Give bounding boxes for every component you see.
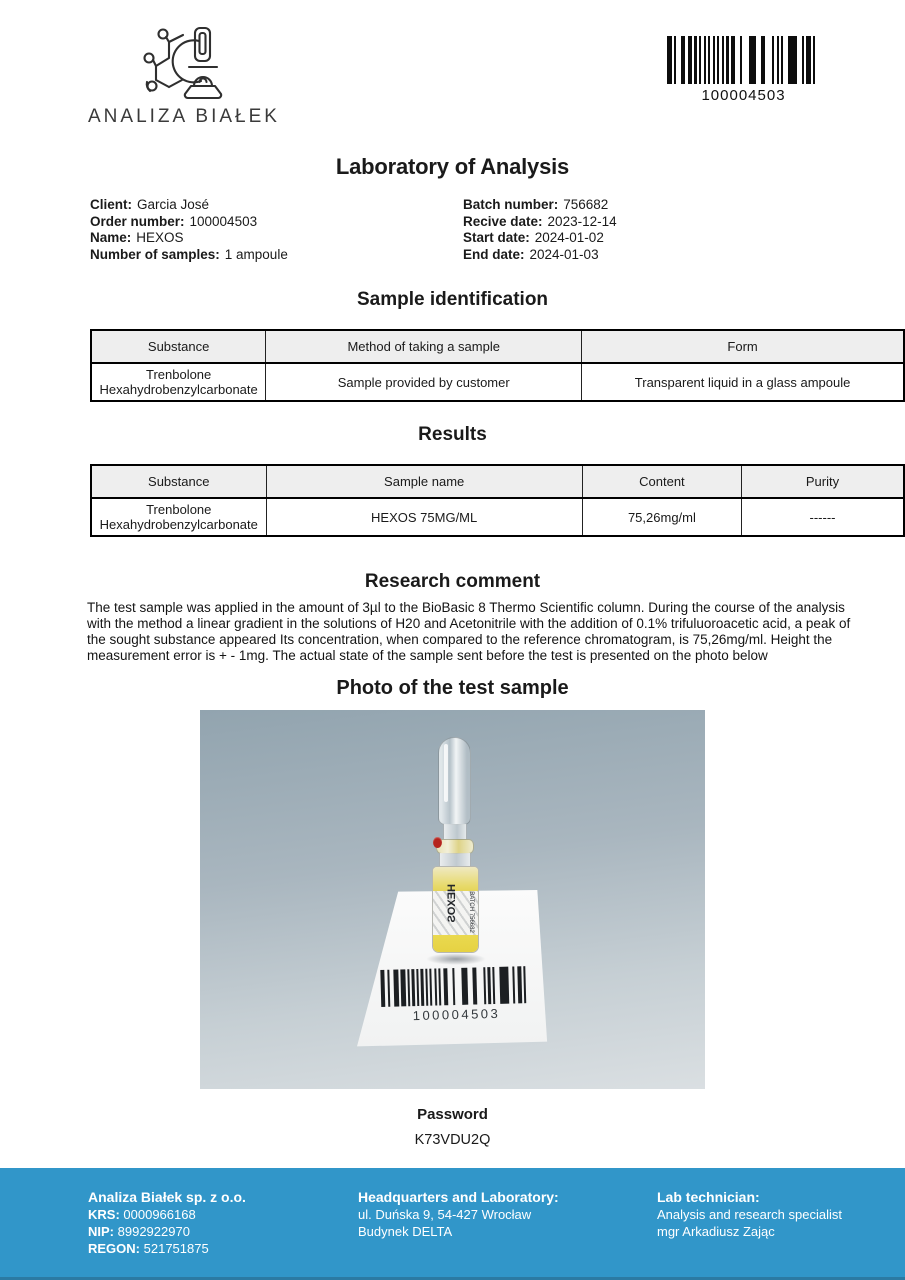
batch-label: Batch number: [463, 197, 559, 212]
headquarters-building: Budynek DELTA [358, 1224, 453, 1239]
technician-name: mgr Arkadiusz Zając [657, 1224, 775, 1239]
footer [0, 1168, 905, 1280]
client-value: Garcia José [137, 197, 210, 212]
footer-nip [88, 1223, 358, 1240]
technician-title: Lab technician: [657, 1189, 760, 1205]
cell-form: Transparent liquid in a glass ampoule [582, 363, 904, 401]
regon-label: REGON: [88, 1241, 140, 1256]
regon-value: 521751875 [143, 1241, 209, 1256]
research-comment-text: The test sample was applied in the amount of 3µl to the BioBasic 8 Thermo Scientific column. During the course of the analysis with the method a linear gradient in the solutions of H20 and Acetonitrile with the addition of 0.1% trifuluoroacetic acid, a peak of the sought substance appeared Its concentration, when compared to the reference chromatogram, is 75,26mg/ml. Height the measurement error is + - 1mg. The actual state of the sample sent before the test is presented on the photo below [87, 600, 851, 663]
ampoule-body [432, 866, 479, 953]
end-date-value: 2024-01-03 [529, 246, 599, 262]
sample-photo [200, 710, 705, 1089]
end-date-line [463, 247, 617, 264]
technician-role: Analysis and research specialist [657, 1207, 842, 1222]
barcode-number: 100004503 [701, 87, 786, 104]
ampoule-collar [439, 853, 471, 867]
research-comment-heading: Research comment [364, 571, 541, 592]
client-line [90, 197, 463, 214]
cell-substance: Trenbolone Hexahydrobenzylcarbonate [91, 498, 266, 536]
ampoule-neck [443, 824, 467, 840]
password-value: K73VDU2Q [414, 1132, 491, 1148]
table-row [91, 363, 904, 401]
col-method: Method of taking a sample [266, 330, 582, 363]
footer-krs [88, 1206, 358, 1223]
photo-barcode-image [380, 966, 531, 1007]
table-row [91, 498, 904, 536]
col-form: Form [582, 330, 904, 363]
cell-substance: Trenbolone Hexahydrobenzylcarbonate [91, 363, 266, 401]
order-number-label: Order number: [90, 213, 185, 229]
footer-headquarters [358, 1189, 657, 1280]
nip-label: NIP: [88, 1224, 114, 1239]
ampoule-shadow [426, 953, 486, 965]
photo-heading: Photo of the test sample [336, 677, 569, 699]
ampoule-break-dot [433, 837, 442, 848]
client-label: Client: [90, 197, 132, 212]
batch-value: 756682 [563, 197, 609, 212]
name-label: Name: [90, 230, 132, 245]
order-info [0, 197, 905, 263]
krs-value: 0000966168 [123, 1207, 196, 1222]
name-line [90, 230, 463, 247]
results-heading: Results [418, 424, 487, 445]
ampoule-bulb [438, 737, 471, 825]
col-purity: Purity [742, 465, 904, 498]
brand-name: ANALIZA BIAŁEK [88, 106, 280, 127]
ampoule-liquid-bottom [433, 935, 478, 952]
sample-identification-heading: Sample identification [356, 289, 549, 310]
col-substance: Substance [91, 465, 266, 498]
batch-line [463, 197, 617, 214]
footer-company [88, 1189, 358, 1280]
ampoule-label-title: HEXOS [446, 884, 458, 923]
receive-date-value: 2023-12-14 [547, 213, 617, 229]
receive-date-line [463, 214, 617, 231]
start-date-line [463, 230, 617, 247]
cell-sample-name: HEXOS 75MG/ML [266, 498, 582, 536]
col-sample-name: Sample name [266, 465, 582, 498]
cell-purity: ------ [742, 498, 904, 536]
samples-value: 1 ampoule [224, 246, 288, 262]
col-content: Content [582, 465, 741, 498]
barcode-image [667, 36, 820, 84]
name-value: HEXOS [136, 230, 184, 245]
cell-method: Sample provided by customer [266, 363, 582, 401]
nip-value: 8992922970 [117, 1224, 190, 1239]
brand-block [88, 24, 280, 128]
samples-line [90, 247, 463, 264]
footer-technician [657, 1189, 897, 1280]
table-header-row [91, 465, 904, 498]
order-info-right [463, 197, 617, 263]
end-date-label: End date: [463, 246, 525, 262]
photo-barcode [380, 966, 531, 1024]
order-number-value: 100004503 [189, 213, 258, 229]
start-date-value: 2024-01-02 [534, 230, 604, 245]
photo-barcode-number: 100004503 [412, 1005, 501, 1024]
results-table [90, 464, 905, 537]
header-barcode [667, 24, 820, 104]
col-substance: Substance [91, 330, 266, 363]
password-heading: Password [417, 1106, 488, 1123]
krs-label: KRS: [88, 1207, 120, 1222]
samples-label: Number of samples: [90, 246, 220, 262]
order-number-line [90, 214, 463, 231]
order-info-left [90, 197, 463, 263]
footer-company-name: Analiza Białek sp. z o.o. [88, 1189, 246, 1205]
ampoule [432, 737, 479, 959]
receive-date-label: Recive date: [463, 213, 543, 229]
sample-identification-table [90, 329, 905, 402]
microscope-molecule-icon [125, 24, 243, 102]
header [0, 0, 905, 128]
headquarters-title: Headquarters and Laboratory: [358, 1189, 559, 1205]
page-title: Laboratory of Analysis [335, 154, 570, 179]
footer-regon [88, 1240, 358, 1257]
cell-content: 75,26mg/ml [582, 498, 741, 536]
headquarters-address: ul. Duńska 9, 54-427 Wrocław [358, 1207, 532, 1222]
table-header-row [91, 330, 904, 363]
ampoule-label [433, 884, 478, 938]
start-date-label: Start date: [463, 230, 530, 245]
ampoule-label-batch: BATCH 756682 [468, 891, 475, 933]
